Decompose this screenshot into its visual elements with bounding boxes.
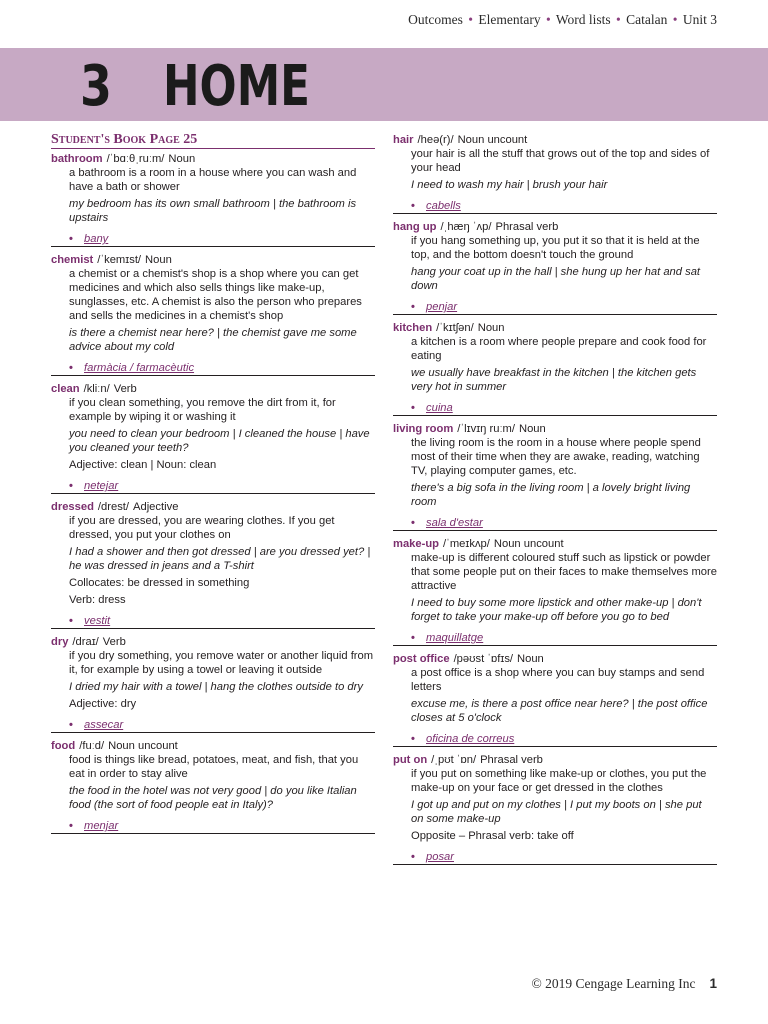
- headword: dry: [51, 636, 69, 648]
- definition: your hair is all the stuff that grows out of the top and sides of your head: [411, 148, 710, 174]
- bullet-icon: •: [411, 851, 415, 863]
- translation-line: [51, 480, 375, 494]
- example-sentences: my bedroom has its own small bathroom | the bathroom is upstairs: [69, 198, 357, 224]
- definition: food is things like bread, potatoes, meat, and fish, that you eat in order to stay alive: [69, 754, 359, 780]
- bullet-icon: •: [411, 632, 415, 644]
- part-of-speech: Noun: [519, 423, 546, 435]
- part-of-speech: Phrasal verb: [495, 221, 559, 233]
- part-of-speech: Noun: [168, 153, 196, 165]
- bullet-icon: •: [411, 200, 415, 212]
- translation: sala d'estar: [426, 517, 483, 529]
- page-number: 1: [709, 976, 717, 991]
- header-separator: •: [468, 12, 473, 27]
- section-heading: Student's Book Page 25: [51, 133, 375, 149]
- unit-number: 3: [80, 54, 112, 119]
- definition: if you put on something like make-up or clothes, you put the make-up on your face or get dressed in the clothes: [411, 768, 707, 794]
- translation: penjar: [426, 301, 458, 313]
- example-sentences: I got up and put on my clothes | I put my boots on | she put on some make-up: [411, 799, 702, 825]
- headword: make-up: [393, 538, 440, 550]
- headword-line: [393, 422, 717, 436]
- header-separator: •: [616, 12, 621, 27]
- headword-line: [51, 500, 375, 514]
- definition: the living room is the room in a house where people spend most of their time when they are awake, reading, watching TV, playing computer games, etc.: [411, 437, 701, 477]
- headword: post office: [393, 653, 450, 665]
- headword: food: [51, 740, 76, 752]
- headword-line: [393, 133, 717, 147]
- translation-line: [51, 362, 375, 376]
- bullet-icon: •: [69, 362, 73, 374]
- example-sentences: the food in the hotel was not very good | do you like Italian food (the sort of food people eat in Italy)?: [69, 785, 357, 811]
- pronunciation: /heə(r)/: [417, 134, 454, 146]
- bullet-icon: •: [69, 615, 73, 627]
- headword-line: [393, 753, 717, 767]
- translation: assecar: [84, 719, 124, 731]
- translation-line: [51, 615, 375, 629]
- header-separator: •: [672, 12, 678, 27]
- part-of-speech: Verb: [102, 636, 126, 648]
- dictionary-entry: [393, 537, 717, 646]
- headword-line: [51, 635, 375, 649]
- pronunciation: /kliːn/: [83, 383, 110, 395]
- bullet-icon: •: [411, 517, 415, 529]
- pronunciation: /drest/: [97, 501, 130, 513]
- bullet-icon: •: [69, 719, 73, 731]
- copyright-text: © 2019 Cengage Learning Inc: [531, 976, 696, 991]
- headword: clean: [51, 383, 80, 395]
- headword: living room: [393, 423, 454, 435]
- pronunciation: /draɪ/: [72, 636, 99, 648]
- translation: vestit: [84, 615, 111, 627]
- example-sentences: I dried my hair with a towel | hang the clothes outside to dry: [69, 681, 363, 693]
- headword-line: [393, 321, 717, 335]
- part-of-speech: Noun: [145, 254, 172, 266]
- extra-note: Adjective: clean | Noun: clean: [69, 459, 217, 471]
- left-column: [51, 133, 375, 840]
- translation: posar: [426, 851, 454, 863]
- part-of-speech: Noun: [477, 322, 505, 334]
- example-sentences: we usually have breakfast in the kitchen | the kitchen gets very hot in summer: [411, 367, 697, 393]
- translation-line: [51, 820, 375, 834]
- pronunciation: /ˈkemɪst/: [97, 254, 142, 266]
- page-footer: [532, 976, 717, 992]
- example-sentences: you need to clean your bedroom | I cleaned the house | have you cleaned your teeth?: [69, 428, 370, 454]
- extra-note: Collocates: be dressed in something: [69, 577, 250, 589]
- definition: a kitchen is a room where people prepare and cook food for eating: [411, 336, 707, 362]
- headword-line: [393, 652, 717, 666]
- dictionary-entry: [51, 500, 375, 629]
- headword: chemist: [51, 254, 94, 266]
- entry-list-left: [51, 152, 375, 834]
- header-item: Word lists: [555, 12, 611, 27]
- dictionary-entry: [51, 152, 375, 247]
- bullet-icon: •: [69, 820, 73, 832]
- definition: if you dry something, you remove water or another liquid from it, for example by using a towel or leaving it outside: [69, 650, 374, 676]
- running-header: [408, 12, 717, 28]
- header-item: Elementary: [478, 12, 541, 27]
- headword: dressed: [51, 501, 94, 513]
- extra-note: Opposite – Phrasal verb: take off: [411, 830, 574, 842]
- part-of-speech: Noun uncount: [108, 740, 178, 752]
- dictionary-entry: [393, 321, 717, 416]
- pronunciation: /ˈbɑːθˌruːm/: [106, 153, 165, 165]
- part-of-speech: Verb: [113, 383, 137, 395]
- pronunciation: /ˈkɪtʃən/: [436, 322, 474, 334]
- definition: a chemist or a chemist's shop is a shop where you can get medicines and which also sells things like make-up, sunglasses, etc. A chemist is also the person who prepares and sells the medicines in a chemist's shop: [69, 268, 362, 322]
- headword: put on: [393, 754, 428, 766]
- translation-line: [393, 733, 717, 747]
- translation: netejar: [84, 480, 119, 492]
- header-separator: •: [545, 12, 551, 27]
- pronunciation: /ˈmeɪkʌp/: [443, 538, 490, 550]
- translation-line: [51, 233, 375, 247]
- translation: oficina de correus: [426, 733, 515, 745]
- extra-note: Adjective: dry: [69, 698, 137, 710]
- part-of-speech: Noun uncount: [493, 538, 564, 550]
- translation-line: [393, 632, 717, 646]
- part-of-speech: Noun: [517, 653, 544, 665]
- right-column: [393, 133, 717, 871]
- pronunciation: /fuːd/: [79, 740, 105, 752]
- dictionary-entry: [51, 253, 375, 376]
- dictionary-entry: [393, 133, 717, 214]
- bullet-icon: •: [69, 480, 73, 492]
- definition: a post office is a shop where you can buy stamps and send letters: [411, 667, 705, 693]
- headword-line: [51, 152, 375, 166]
- translation: bany: [84, 233, 109, 245]
- definition: make-up is different coloured stuff such as lipstick or powder that some people put on their faces to make themselves more attractive: [411, 552, 717, 592]
- header-item: Unit 3: [682, 12, 717, 27]
- example-sentences: I had a shower and then got dressed | are you dressed yet? | he was dressed in jeans and a T-shirt: [69, 546, 371, 572]
- translation-line: [393, 517, 717, 531]
- translation-line: [393, 851, 717, 865]
- headword-line: [393, 537, 717, 551]
- dictionary-entry: [393, 422, 717, 531]
- definition: if you hang something up, you put it so that it is held at the top, and the bottom doesn't touch the ground: [411, 235, 700, 261]
- pronunciation: /ˌpʊt ˈɒn/: [431, 754, 477, 766]
- translation-line: [51, 719, 375, 733]
- headword-line: [393, 220, 717, 234]
- pronunciation: /pəʊst ˈɒfɪs/: [453, 653, 514, 665]
- translation-line: [393, 402, 717, 416]
- pronunciation: /ˈlɪvɪŋ ruːm/: [457, 423, 515, 435]
- bullet-icon: •: [411, 402, 415, 414]
- unit-banner: [0, 48, 768, 121]
- headword: kitchen: [393, 322, 433, 334]
- example-sentences: excuse me, is there a post office near here? | the post office closes at 5 o'clock: [411, 698, 708, 724]
- part-of-speech: Adjective: [133, 501, 179, 513]
- definition: a bathroom is a room in a house where you can wash and have a bath or shower: [69, 167, 357, 193]
- headword-line: [51, 739, 375, 753]
- header-item: Catalan: [626, 12, 668, 27]
- dictionary-entry: [393, 753, 717, 865]
- headword: bathroom: [51, 153, 103, 165]
- dictionary-entry: [393, 220, 717, 315]
- translation: cuina: [426, 402, 453, 414]
- example-sentences: I need to buy some more lipstick and other make-up | don't forget to take your make-up off before you go to bed: [411, 597, 702, 623]
- dictionary-entry: [393, 652, 717, 747]
- definition: if you are dressed, you are wearing clothes. If you get dressed, you put your clothes on: [69, 515, 335, 541]
- translation-line: [393, 301, 717, 315]
- entry-list-right: [393, 133, 717, 865]
- headword-line: [51, 253, 375, 267]
- translation: menjar: [84, 820, 119, 832]
- bullet-icon: •: [411, 301, 415, 313]
- example-sentences: there's a big sofa in the living room | a lovely bright living room: [411, 482, 691, 508]
- headword: hair: [393, 134, 414, 146]
- definition: if you clean something, you remove the dirt from it, for example by wiping it or washing it: [69, 397, 336, 423]
- headword-line: [51, 382, 375, 396]
- header-item: Outcomes: [408, 12, 463, 27]
- part-of-speech: Phrasal verb: [480, 754, 543, 766]
- translation: maquillatge: [426, 632, 484, 644]
- dictionary-entry: [51, 739, 375, 834]
- pronunciation: /ˌhæŋ ˈʌp/: [440, 221, 492, 233]
- translation: cabells: [426, 200, 461, 212]
- bullet-icon: •: [69, 233, 73, 245]
- translation-line: [393, 200, 717, 214]
- unit-title: HOME: [163, 54, 310, 119]
- dictionary-entry: [51, 382, 375, 494]
- part-of-speech: Noun uncount: [457, 134, 528, 146]
- example-sentences: hang your coat up in the hall | she hung up her hat and sat down: [411, 266, 701, 292]
- translation: farmàcia / farmacèutic: [84, 362, 195, 374]
- example-sentences: I need to wash my hair | brush your hair: [411, 179, 608, 191]
- headword: hang up: [393, 221, 437, 233]
- dictionary-entry: [51, 635, 375, 733]
- bullet-icon: •: [411, 733, 415, 745]
- extra-note: Verb: dress: [69, 594, 126, 606]
- example-sentences: is there a chemist near here? | the chemist gave me some advice about my cold: [69, 327, 357, 353]
